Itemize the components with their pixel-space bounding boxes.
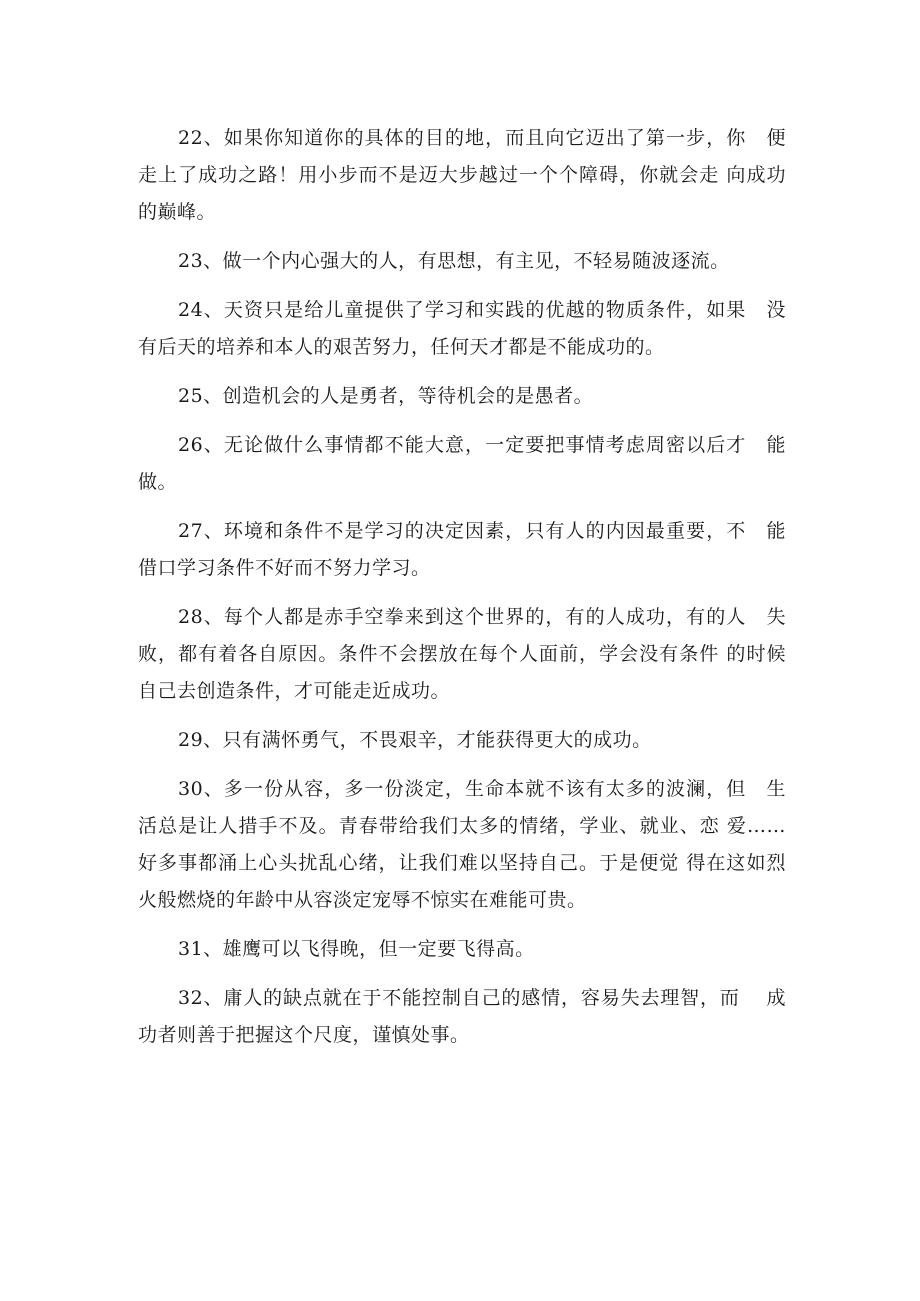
paragraph-29: 29、只有满怀勇气，不畏艰辛，才能获得更大的成功。: [178, 729, 652, 751]
paragraph-30: 30、多一份从容，多一份淡定，生命本就不该有太多的波澜，但 生活总是让人措手不及。青春带给我们太多的情绪，学业、就业、恋 爱……好多事都涌上心头扰乱心绪，让我们难以坚持自己。于是便觉 得在这如烈火般燃烧的年龄中从容淡定宠辱不惊实在难能可贵。: [138, 778, 786, 911]
paragraph-28: 28、每个人都是赤手空拳来到这个世界的，有的人成功，有的人 失败，都有着各自原因。条件不会摆放在每个人面前，学会没有条件 的时候自己去创造条件，才可能走近成功。: [138, 606, 786, 702]
document-body: [138, 120, 786, 1066]
paragraph-32: 32、庸人的缺点就在于不能控制自己的感情，容易失去理智，而 成功者则善于把握这个尺度，谨慎处事。: [138, 987, 786, 1046]
paragraph-24: 24、天资只是给儿童提供了学习和实践的优越的物质条件，如果 没有后天的培养和本人的艰苦努力，任何天才都是不能成功的。: [138, 299, 786, 358]
paragraph-23: 23、做一个内心强大的人，有思想，有主见，不轻易随波逐流。: [178, 250, 730, 272]
paragraph-26: 26、无论做什么事情都不能大意，一定要把事情考虑周密以后才 能做。: [138, 434, 786, 493]
paragraph-22: 22、如果你知道你的具体的目的地，而且向它迈出了第一步，你 便走上了成功之路！用小步而不是迈大步越过一个个障碍，你就会走 向成功的巅峰。: [138, 127, 786, 223]
paragraph-31: 31、雄鹰可以飞得晚，但一定要飞得高。: [178, 938, 535, 960]
paragraph-25: 25、创造机会的人是勇者，等待机会的是愚者。: [178, 385, 594, 407]
paragraph-27: 27、环境和条件不是学习的决定因素，只有人的内因最重要，不 能借口学习条件不好而不努力学习。: [138, 520, 786, 579]
